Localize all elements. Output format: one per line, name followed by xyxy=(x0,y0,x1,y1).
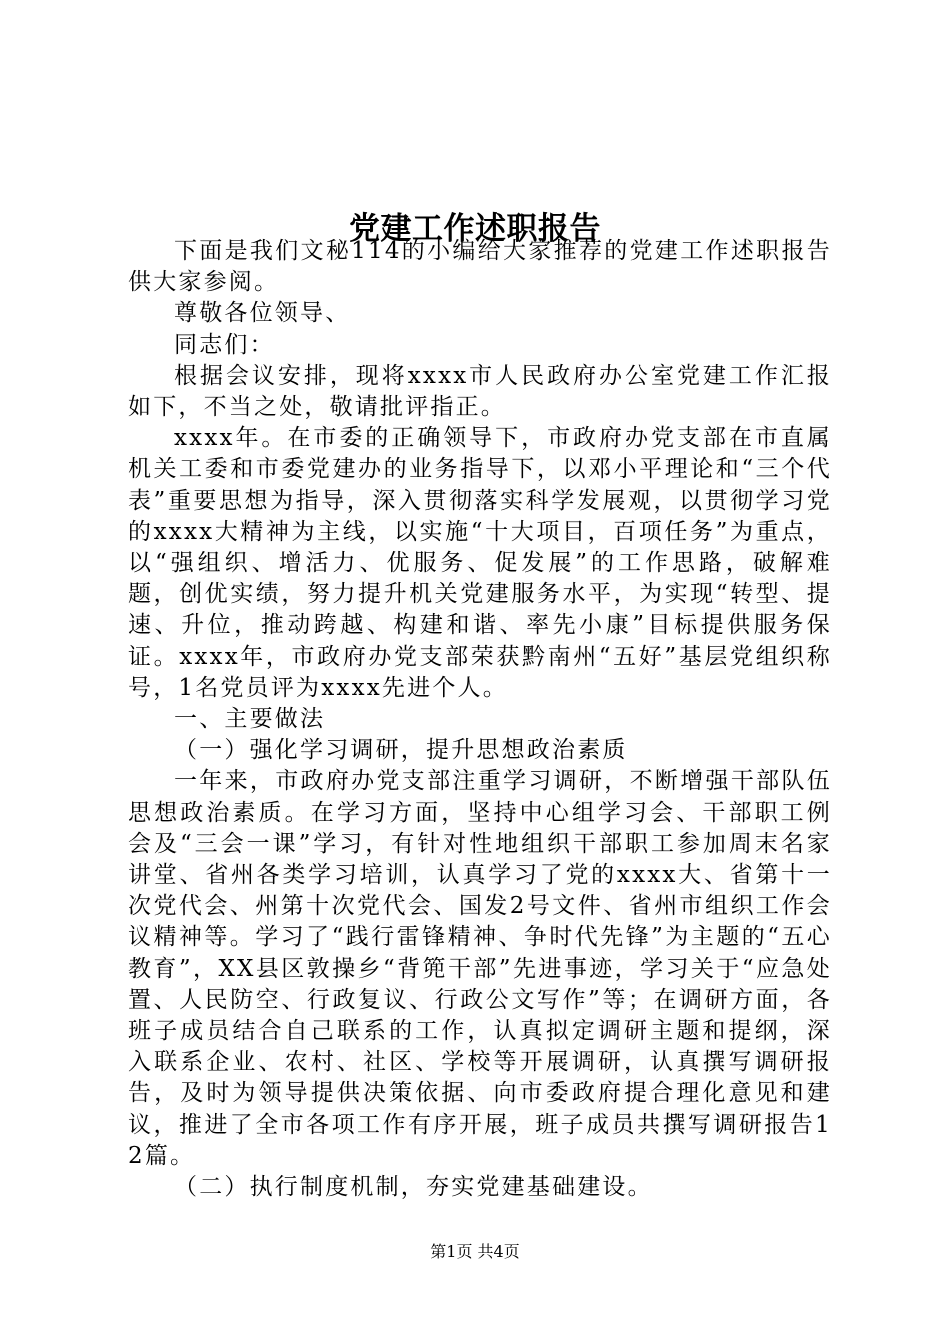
subsection-heading-study-research: （一）强化学习调研，提升思想政治素质 xyxy=(174,737,628,764)
document-title: 党建工作述职报告 xyxy=(349,210,601,247)
paragraph-intro: 下面是我们文秘114的小编给大家推荐的党建工作述职报告供大家参阅。 xyxy=(128,238,832,296)
paragraph-study-research: 一年来，市政府办党支部注重学习调研，不断增强干部队伍思想政治素质。在学习方面，坚持中心组学习会、干部职工例会及“三会一课”学习，有针对性地组织干部职工参加周末名家讲堂、省州各类学习培训，认真学习了党的xxxx大、省第十一次党代会、州第十次党代会、国发2号文件、省州市组织工作会议精神等。学习了“践行雷锋精神、争时代先锋”为主题的“五心教育”，XX县区敦操乡“背篼干部”先进事迹，学习关于“应急处置、人民防空、行政复议、行政公文写作”等；在调研方面，各班子成员结合自己联系的工作，认真拟定调研主题和提纲，深入联系企业、农村、社区、学校等开展调研，认真撰写调研报告，及时为领导提供决策依据、向市委政府提合理化意见和建议，推进了全市各项工作有序开展，班子成员共撰写调研报告12篇。 xyxy=(128,768,832,1169)
section-heading-main-practices: 一、主要做法 xyxy=(174,706,326,733)
paragraph-salutation-comrades: 同志们： xyxy=(174,331,275,358)
paragraph-salutation-leaders: 尊敬各位领导、 xyxy=(174,300,351,327)
document-body xyxy=(128,236,832,1203)
page-footer: 第1页 共4页 xyxy=(430,1242,520,1261)
subsection-heading-system-mechanism: （二）执行制度机制，夯实党建基础建设。 xyxy=(174,1174,653,1201)
paragraph-opening: 根据会议安排，现将xxxx市人民政府办公室党建工作汇报如下，不当之处，敬请批评指正。 xyxy=(128,362,832,421)
paragraph-overview: xxxx年。在市委的正确领导下，市政府办党支部在市直属机关工委和市委党建办的业务指导下，以邓小平理论和“三个代表”重要思想为指导，深入贯彻落实科学发展观，以贯彻学习党的xxxx大精神为主线，以实施“十大项目，百项任务”为重点，以“强组织、增活力、优服务、促发展”的工作思路，破解难题，创优实绩，努力提升机关党建服务水平，为实现“转型、提速、升位，推动跨越、构建和谐、率先小康”目标提供服务保证。xxxx年，市政府办党支部荣获黔南州“五好”基层党组织称号，1名党员评为xxxx先进个人。 xyxy=(128,425,832,701)
